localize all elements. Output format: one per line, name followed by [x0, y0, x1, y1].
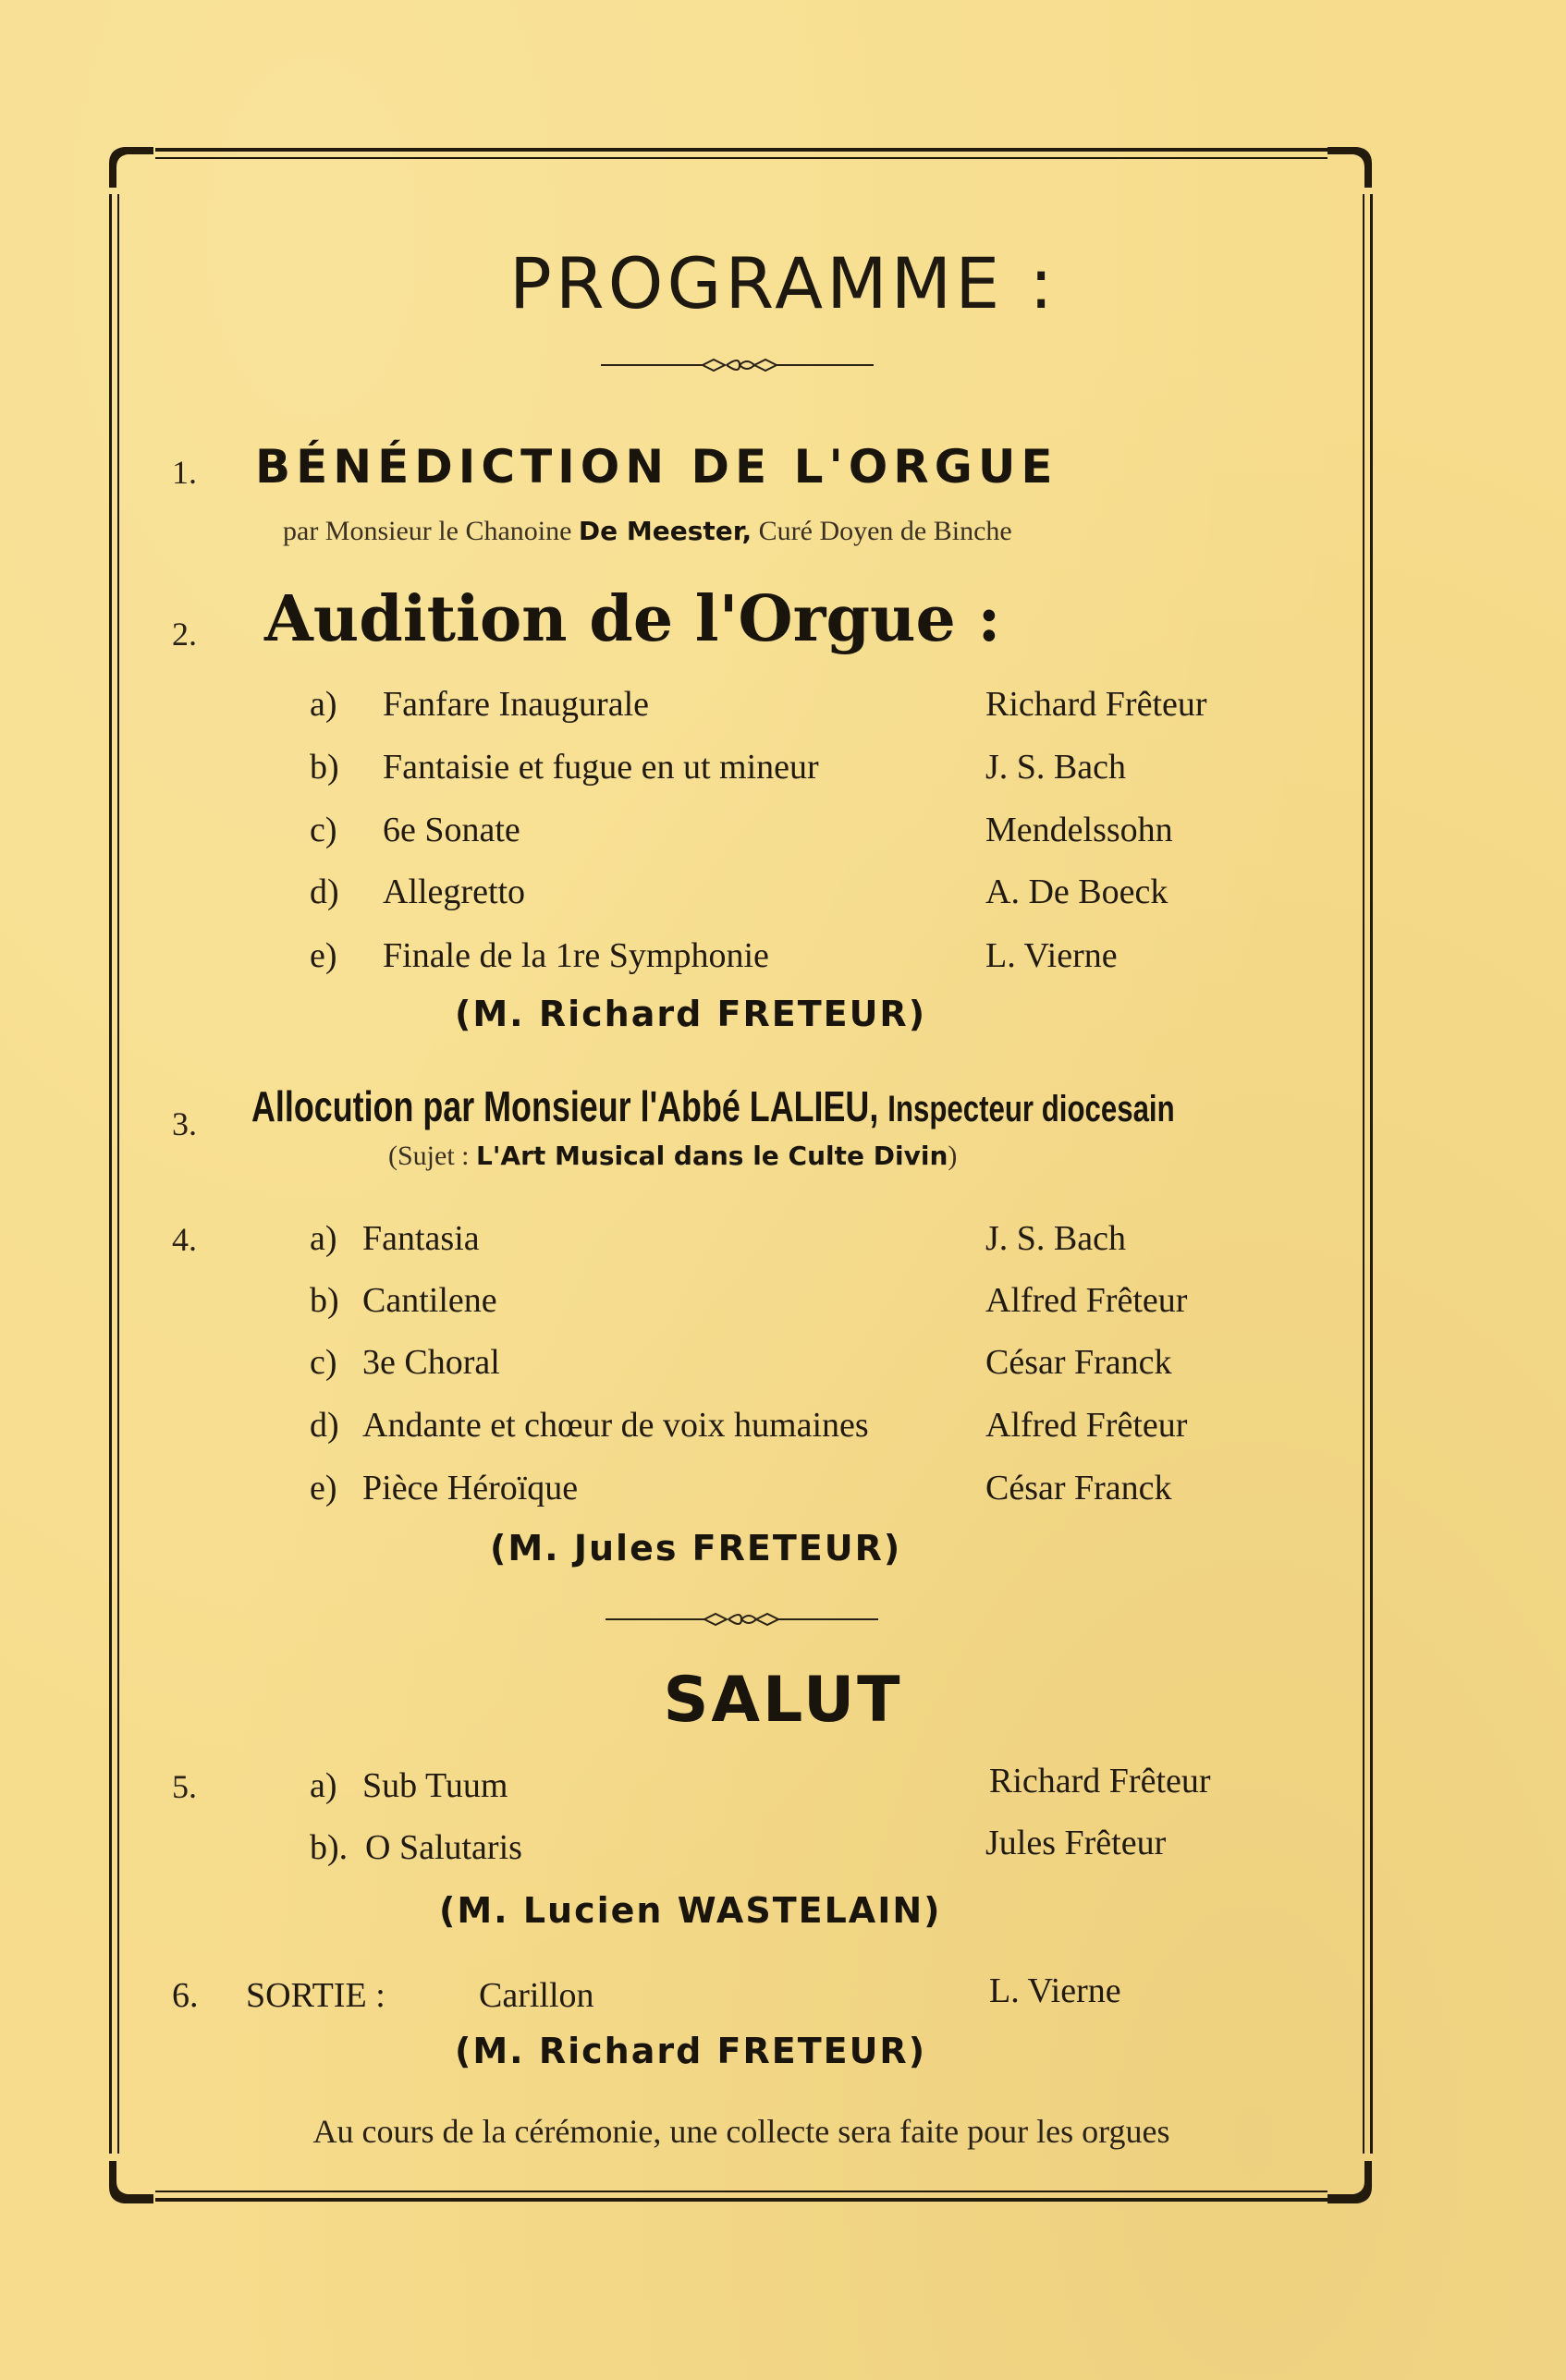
section-number: 4. [172, 1221, 197, 1258]
section-subtitle: (Sujet : L'Art Musical dans le Culte Divin) [388, 1141, 958, 1171]
section-heading: Audition de l'Orgue : [264, 582, 1001, 656]
performer-credit: (M. Jules FRETEUR) [490, 1528, 902, 1568]
section-heading: BÉNÉDICTION DE L'ORGUE [255, 440, 1058, 494]
salut-heading: SALUT [663, 1664, 903, 1737]
frame-corner-bottom-right [1327, 2161, 1374, 2207]
section-heading: Allocution par Monsieur l'Abbé LALIEU, Inspecteur diocesain [251, 1082, 1175, 1130]
section-number: 3. [172, 1105, 197, 1142]
section-number: 6. [172, 1976, 199, 2015]
section-number: 1. [172, 454, 197, 491]
performer-credit: (M. Lucien WASTELAIN) [439, 1890, 942, 1931]
section-number: 2. [172, 616, 197, 653]
frame-corner-top-left [107, 143, 153, 189]
section-subtitle: par Monsieur le Chanoine De Meester, Curé Doyen de Binche [283, 516, 1012, 546]
sortie-label: SORTIE : [246, 1976, 385, 2015]
performer-credit: (M. Richard FRETEUR) [455, 994, 927, 1034]
frame-corner-top-right [1327, 143, 1374, 189]
section-number: 5. [172, 1768, 197, 1805]
piece-composer: L. Vierne [989, 1971, 1121, 2010]
page-title: PROGRAMME : [509, 242, 1057, 324]
ornament-divider-top [0, 356, 1566, 374]
piece-title: Carillon [479, 1976, 594, 2015]
ornament-divider-middle [0, 1610, 1566, 1629]
frame-corner-bottom-left [107, 2161, 153, 2207]
performer-credit: (M. Richard FRETEUR) [455, 2031, 927, 2071]
footer-note: Au cours de la cérémonie, une collecte sera faite pour les orgues [312, 2113, 1170, 2150]
